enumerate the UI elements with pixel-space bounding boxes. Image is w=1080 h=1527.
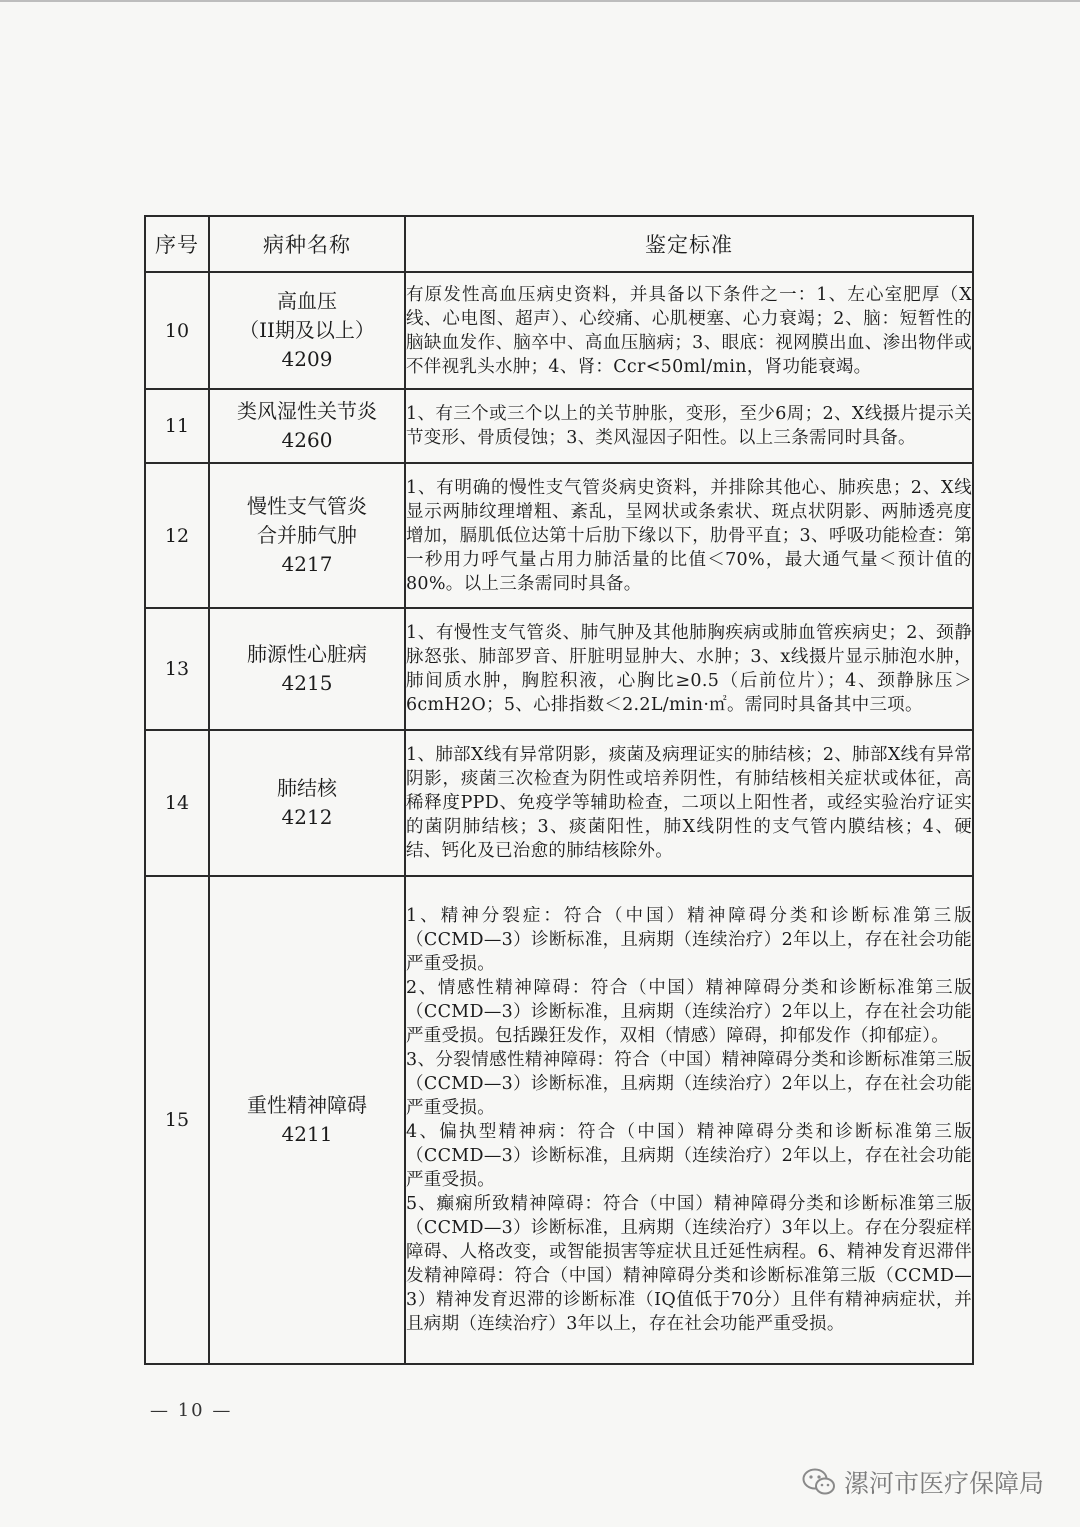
criteria-cell: [405, 608, 973, 730]
disease-name: [209, 463, 405, 608]
criteria-text: 2、情感性精神障碍：符合（中国）精神障碍分类和诊断标准第三版（CCMD—3）诊断标准，且病期（连续治疗）2年以上，存在社会功能严重受损。包括躁狂发作，双相（情感）障碍，抑郁发作（抑郁症）。: [406, 978, 972, 1046]
disease-name-line: 慢性支气管炎: [247, 494, 367, 518]
disease-name-line: 类风湿性关节炎: [237, 399, 377, 423]
criteria-cell: [405, 730, 973, 876]
row-number: 15: [145, 876, 209, 1364]
disease-name-line: 高血压: [277, 289, 337, 313]
disease-code: 4212: [281, 805, 333, 829]
disease-name-line: （II期及以上）: [239, 318, 375, 342]
criteria-cell: [405, 272, 973, 389]
criteria-text: 1、有慢性支气管炎、肺气肿及其他肺胸疾病或肺血管疾病史；2、颈静脉怒张、肺部罗音、肝脏明显肿大、水肿；3、x线摄片显示肺泡水肿，肺间质水肿，胸腔积液，心胸比≥0.5（后前位片）；4、颈静脉压＞6cmH2O；5、心排指数＜2.2L/min·㎡。需同时具备其中三项。: [406, 623, 972, 715]
row-number: 14: [145, 730, 209, 876]
disease-name: [209, 730, 405, 876]
disease-name: [209, 876, 405, 1364]
disease-name-line: 合并肺气肿: [257, 523, 357, 547]
disease-name-line: 肺结核: [277, 776, 337, 800]
row-number: 12: [145, 463, 209, 608]
table-row: [145, 608, 973, 730]
criteria-text: 4、偏执型精神病：符合（中国）精神障碍分类和诊断标准第三版（CCMD—3）诊断标准，且病期（连续治疗）2年以上，存在社会功能严重受损。: [406, 1122, 972, 1190]
table-row: [145, 876, 973, 1364]
scan-edge: [0, 0, 1080, 2]
criteria-cell: [405, 463, 973, 608]
disease-code: 4211: [281, 1122, 333, 1146]
wechat-icon: [802, 1467, 836, 1497]
disease-code: 4209: [281, 347, 333, 371]
criteria-text: 1、肺部X线有异常阴影，痰菌及病理证实的肺结核；2、肺部X线有异常阴影，痰菌三次检查为阴性或培养阴性，有肺结核相关症状或体征，高稀释度PPD、免疫学等辅助检查，二项以上阳性者，或经实验治疗证实的菌阴肺结核；3、痰菌阳性，肺X线阴性的支气管内膜结核；4、硬结、钙化及已治愈的肺结核除外。: [406, 745, 972, 861]
criteria-text: 1、有明确的慢性支气管炎病史资料，并排除其他心、肺疾患；2、X线显示两肺纹理增粗、紊乱，呈网状或条索状、斑点状阴影、两肺透亮度增加，膈肌低位达第十后肋下缘以下，肋骨平直；3、呼吸功能检查：第一秒用力呼气量占用力肺活量的比值＜70%，最大通气量＜预计值的80%。以上三条需同时具备。: [406, 477, 972, 594]
header-disease-name: 病种名称: [209, 216, 405, 272]
table-row: [145, 730, 973, 876]
watermark: [802, 1464, 1044, 1500]
disease-name-line: 肺源性心脏病: [247, 642, 367, 666]
table-row: [145, 463, 973, 608]
criteria-table: [144, 215, 974, 1365]
row-number: 11: [145, 389, 209, 463]
disease-code: 4217: [281, 552, 333, 576]
watermark-text: 漯河市医疗保障局: [843, 1469, 1044, 1498]
disease-name: [209, 608, 405, 730]
table-header-row: [145, 216, 973, 272]
header-criteria: 鉴定标准: [405, 216, 973, 272]
page-number: — 10 —: [150, 1400, 233, 1421]
disease-name: [209, 389, 405, 463]
disease-name: [209, 272, 405, 389]
criteria-text: 5、癫痫所致精神障碍：符合（中国）精神障碍分类和诊断标准第三版（CCMD—3）诊断标准，且病期（连续治疗）3年以上。存在分裂症样障碍、人格改变，或智能损害等症状且迁延性病程。6、精神发育迟滞伴发精神障碍：符合（中国）精神障碍分类和诊断标准第三版（CCMD—3）精神发育迟滞的诊断标准（IQ值低于70分）且伴有精神病症状，并且病期（连续治疗）3年以上，存在社会功能严重受损。: [406, 1194, 972, 1334]
criteria-text: 3、分裂情感性精神障碍：符合（中国）精神障碍分类和诊断标准第三版（CCMD—3）诊断标准，且病期（连续治疗）2年以上，存在社会功能严重受损。: [406, 1050, 972, 1118]
disease-code: 4260: [281, 428, 333, 452]
criteria-cell: [405, 876, 973, 1364]
header-number: 序号: [145, 216, 209, 272]
criteria-text: 1、精神分裂症：符合（中国）精神障碍分类和诊断标准第三版（CCMD—3）诊断标准，且病期（连续治疗）2年以上，存在社会功能严重受损。: [406, 906, 972, 974]
criteria-cell: [405, 389, 973, 463]
table-row: [145, 389, 973, 463]
criteria-text: 有原发性高血压病史资料，并具备以下条件之一：1、左心室肥厚（X线、心电图、超声）、心绞痛、心肌梗塞、心力衰竭；2、脑：短暂性的脑缺血发作、脑卒中、高血压脑病；3、眼底：视网膜出血、渗出物伴或不伴视乳头水肿；4、肾：Ccr<50ml/min，肾功能衰竭。: [406, 284, 972, 377]
disease-name-line: 重性精神障碍: [247, 1093, 367, 1117]
row-number: 13: [145, 608, 209, 730]
disease-code: 4215: [281, 671, 333, 695]
criteria-text: 1、有三个或三个以上的关节肿胀，变形，至少6周；2、X线摄片提示关节变形、骨质侵蚀；3、类风湿因子阳性。以上三条需同时具备。: [406, 404, 972, 448]
row-number: 10: [145, 272, 209, 389]
table-row: [145, 272, 973, 389]
